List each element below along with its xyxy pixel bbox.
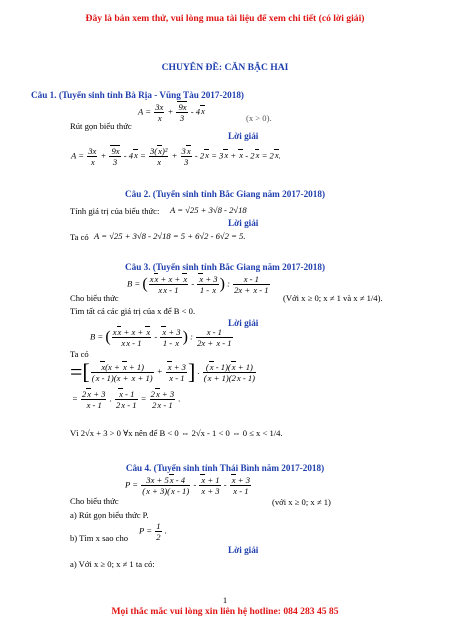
q3-solution-step1: B = ( $\frac{xx + x + x}{xx - 1}$ - $\frac{x + 3}{1 - x}$ ) : $\frac{x - 1}{2x + x - 1}$	[90, 327, 232, 348]
q3-solution-prefix: Ta có	[70, 349, 89, 359]
q2-expression: A = √25 + 3√8 - 2√18	[170, 205, 247, 215]
q3-conclusion: Vì 2√x + 3 > 0 ∀x nên để B < 0 ⇔ 2√x - 1 < 0 ⇔ 0 ≤ x < 1/4.	[70, 428, 283, 438]
q4-part-b-equation: P = $\frac{1}{2}$ .	[139, 521, 167, 542]
q4-condition: (với x ≥ 0; x ≠ 1)	[272, 497, 331, 507]
q3-prompt: Cho biểu thức	[70, 293, 119, 303]
q1-condition: (x > 0).	[246, 113, 272, 123]
q2-solution-prefix: Ta có	[70, 232, 89, 242]
q4-part-b-prefix: b) Tìm x sao cho	[70, 533, 129, 543]
q1-answer-label: Lời giải	[228, 131, 259, 141]
q2-answer-label: Lời giải	[228, 218, 259, 228]
q3-heading: Câu 3. (Tuyển sinh tỉnh Bắc Giang năm 2017-2018)	[124, 262, 326, 272]
q4-solution-start: a) Với x ≥ 0; x ≠ 1 ta có:	[70, 559, 155, 569]
q2-solution: A = √25 + 3√8 - 2√18 = 5 + 6√2 - 6√2 = 5.	[94, 231, 246, 241]
q3-expression: B = ( $\frac{xx + x + x}{xx - 1}$ - $\frac{x + 3}{1 - x}$ ) : $\frac{x - 1}{2x + x - 1}$	[127, 274, 269, 295]
footer-notice: Mọi thắc mắc vui lòng xin liên hệ hotline: 084 283 45 85	[111, 606, 339, 617]
doc-title: CHUYÊN ĐỀ: CĂN BẬC HAI	[161, 62, 289, 73]
q2-heading: Câu 2. (Tuyển sinh tỉnh Bắc Giang năm 2017-2018)	[124, 189, 326, 199]
q1-expression: A = $\frac{3x}{x}$ + $\frac{9x}{3}$ - 4x	[138, 102, 205, 123]
q4-part-a: a) Rút gọn biểu thức P.	[70, 510, 149, 520]
q1-heading: Câu 1. (Tuyển sinh tỉnh Bà Rịa - Vũng Tàu 2017-2018)	[31, 90, 244, 100]
page-number: 1	[222, 595, 228, 605]
q4-heading: Câu 4. (Tuyển sinh tỉnh Thái Bình năm 2017-2018)	[125, 463, 325, 473]
q3-condition: (Với x ≥ 0; x ≠ 1 và x ≠ 1/4).	[283, 293, 383, 303]
header-notice: Đây là bản xem thử, vui lòng mua tài liệu để xem chi tiết (có lời giải)	[85, 13, 365, 24]
q3-task: Tìm tất cả các giá trị của x để B < 0.	[70, 306, 196, 316]
q3-answer-label: Lời giải	[228, 318, 259, 328]
q1-prompt: Rút gọn biểu thức	[70, 121, 132, 131]
q4-prompt: Cho biểu thức	[70, 496, 119, 506]
q1-solution: A = $\frac{3x}{x}$ + $\frac{9x}{3}$ - 4x = $\frac{\text{3(x)²}}{x}$ + $\frac{3x}{3}$ - 2x = 3x + x - 2x = 2x.	[71, 146, 281, 167]
q4-answer-label: Lời giải	[228, 545, 259, 555]
q4-expression: P = $\frac{3x + 5x - 4}{(x + 3)(x - 1)}$ - $\frac{x + 1}{x + 3}$ - $\frac{x + 3}{x - 1}$	[125, 475, 250, 496]
q3-solution-step3: = $\frac{2x + 3}{x - 1}$ . $\frac{x - 1}{2x - 1}$ = $\frac{2x + 3}{2x - 1}$ .	[72, 389, 181, 410]
q3-solution-step2: =[ $\frac{x(x + x + 1)}{(x - 1)(x + x + 1)}$ + $\frac{x + 3}{x - 1}$ ] . $\frac{(x - 1)(x + 1)}{(x + 1)(2x - 1)}$	[70, 359, 256, 384]
q2-prompt: Tính giá trị của biểu thức:	[70, 206, 160, 216]
